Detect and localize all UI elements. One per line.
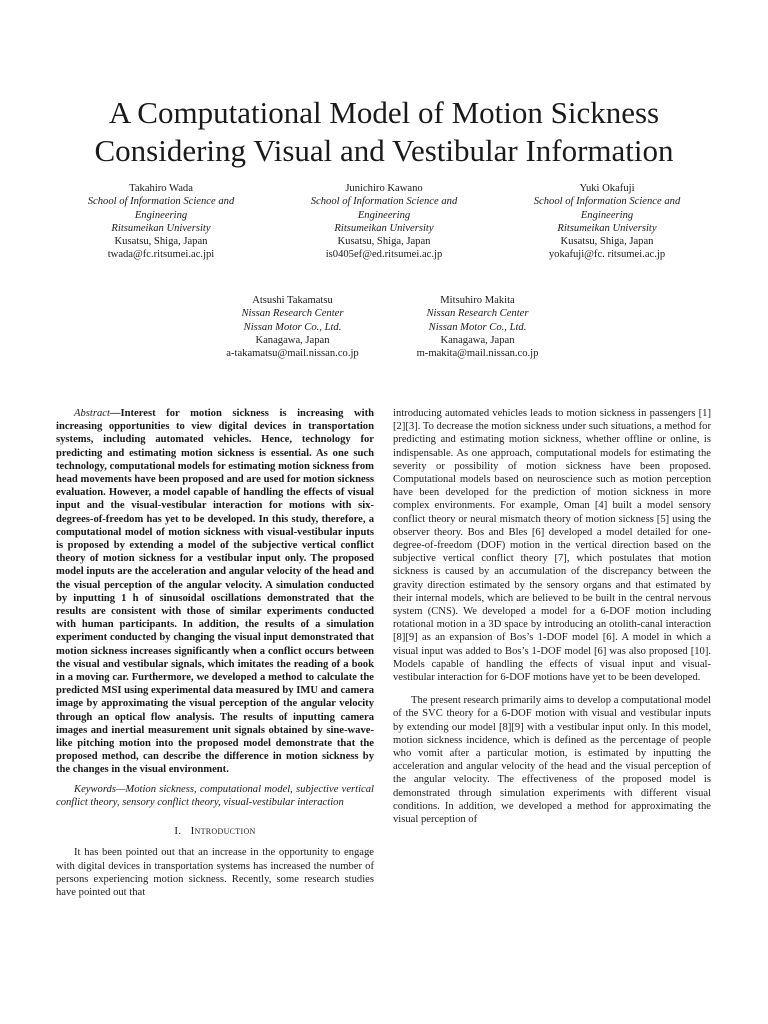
author-location: Kanagawa, Japan	[440, 334, 515, 346]
abstract-text: —Interest for motion sickness is increasing with increasing opportunities to view digital devices in transportation systems, including automated vehicles. Hence, technology for predicting and estimating motion sickness is essential. As one such technology, computational models for estimating motion sickness from head movements have been proposed and are used for motion sickness evaluation. However, a model capable of handling the effects of visual input and the visual-vestibular interaction for motions with six-degrees-of-freedom has yet to be developed. In this study, therefore, a computational model of motion sickness with visual-vestibular inputs is proposed by extending a model of the subjective vertical conflict theory of motion sickness for a vestibular input only. The proposed model inputs are the acceleration and angular velocity of the head and the visual perception of the angular velocity. A simulation conducted by inputting 1 h of sinusoidal oscillations demonstrated that the results are consistent with those of similar experiments conducted with human participants. In addition, the results of a simulation experiment conducted by changing the visual input demonstrated that motion sickness increases significantly when a conflict occurs between the visual and vestibular signals, which imitates the reading of a book in a moving car. Furthermore, we developed a method to calculate the predicted MSI using experimental data measured by IMU and camera image by approximating the visual perception of the angular velocity through an optical flow analysis. The results of inputting camera images and inertial measurement unit signals obtained by sine-wave-like pitching motion into the proposed model demonstrate that the proposed method, can describe the difference in motion sickness by the changes in the visual environment.	[56, 408, 374, 776]
author-location: Kusatsu, Shiga, Japan	[337, 236, 431, 248]
author-location: Kanagawa, Japan	[255, 334, 330, 346]
author-block	[496, 182, 718, 262]
author-affiliation: Ritsumeikan University	[111, 222, 211, 234]
author-affiliation: Ritsumeikan University	[557, 222, 657, 234]
section-number: I.	[174, 825, 182, 838]
author-block	[50, 182, 272, 262]
author-location: Kusatsu, Shiga, Japan	[560, 236, 654, 248]
author-name: Junichiro Kawano	[345, 183, 423, 194]
author-name: Takahiro Wada	[129, 183, 193, 194]
abstract	[56, 407, 374, 777]
author-name: Mitsuhiro Makita	[440, 295, 515, 306]
author-affiliation: Ritsumeikan University	[334, 222, 434, 234]
author-email: yokafuji@fc. ritsumei.ac.jp	[548, 249, 666, 261]
keywords-label: Keywords	[74, 783, 116, 795]
author-email: m-makita@mail.nissan.co.jp	[416, 348, 539, 360]
author-affiliation: Nissan Motor Co., Ltd.	[428, 321, 527, 333]
author-block	[388, 294, 568, 360]
intro-paragraph-1-continued: introducing automated vehicles leads to motion sickness in passengers [1][2][3]. To decrease the motion sickness under such situations, a method for predicting and estimating motion sickness, whether offline or online, is indispensable. As one approach, computational models for estimating the severity or possibility of motion sickness have been proposed. Computational models based on neuroscience such as motion perception have been developed for the prediction of motion sickness in more complex environments. For example, Oman [4] built a model sensory conflict theory or neural mismatch theory of motion sickness [5] using the observer theory. Bos and Bles [6] developed a model detailed for one-degree-of-freedom (DOF) motion in the vertical direction based on the subjective vertical conflict theory [7], which postulates that motion sickness is caused by an accumulation of the discrepancy between the gravity direction estimated by the sensory organs and that estimated by their internal models, which are believed to be built in the central nervous system (CNS). We developed a model for a 6-DOF motion including rotational motion in a 3D space by introducing an otolith-canal interaction [8][9] as an expansion of Bos’s 1-DOF model [6]. A model in which a visual input was added to Bos’s 1-DOF model [6] was also proposed [10]. Models capable of handling the effects of visual input and visual-vestibular interaction for 6-DOF motions have yet to be been developed.	[393, 408, 711, 684]
author-affiliation: Nissan Research Center	[426, 308, 529, 320]
intro-paragraph-1-start: It has been pointed out that an increase in the opportunity to engage with digital devices in transportation systems has increased the number of persons experiencing motion sickness. Recently, some research studies have pointed out that	[56, 847, 374, 898]
section-title: Introduction	[190, 825, 256, 838]
right-column	[393, 407, 711, 826]
author-affiliation: School of Information Science and	[533, 196, 681, 208]
section-heading	[56, 825, 374, 838]
authors-row-1	[50, 182, 718, 262]
keywords-text: —Motion sickness, computational model, subjective vertical conflict theory, sensory conflict theory, visual-vestibular interaction	[56, 783, 374, 808]
author-name: Atsushi Takamatsu	[252, 295, 333, 306]
paper-title	[40, 94, 728, 170]
author-affiliation: Engineering	[580, 209, 634, 221]
abstract-label: Abstract	[74, 408, 110, 419]
author-block	[203, 294, 383, 360]
intro-paragraph-2: The present research primarily aims to develop a computational model of the SVC theory for a 6-DOF motion with visual and vestibular inputs by extending our model [8][9] with a vestibular input only. In this model, motion sickness incidence, which is defined as the percentage of people who vomit after a particular motion, is estimated by inputting the acceleration and angular velocity of the head and the visual perception of the angular velocity. The effectiveness of the proposed model is demonstrated through simulation experiments with different visual conditions. In addition, we developed a method for approximating the visual perception of	[393, 695, 711, 826]
author-affiliation: Nissan Motor Co., Ltd.	[243, 321, 342, 333]
left-column	[56, 407, 374, 899]
author-email: twada@fc.ritsumei.ac.jpi	[107, 249, 215, 261]
author-block	[273, 182, 495, 262]
authors-row-2	[200, 294, 570, 360]
author-affiliation: Engineering	[134, 209, 188, 221]
author-location: Kusatsu, Shiga, Japan	[114, 236, 208, 248]
author-affiliation: Engineering	[357, 209, 411, 221]
title-line-2: Considering Visual and Vestibular Information	[94, 133, 674, 168]
title-line-1: A Computational Model of Motion Sickness	[108, 95, 660, 130]
author-email: a-takamatsu@mail.nissan.co.jp	[226, 348, 359, 360]
keywords	[56, 783, 374, 809]
author-affiliation: Nissan Research Center	[241, 308, 344, 320]
author-name: Yuki Okafuji	[579, 183, 635, 194]
author-affiliation: School of Information Science and	[87, 196, 235, 208]
author-email: is0405ef@ed.ritsumei.ac.jp	[325, 249, 443, 261]
author-affiliation: School of Information Science and	[310, 196, 458, 208]
